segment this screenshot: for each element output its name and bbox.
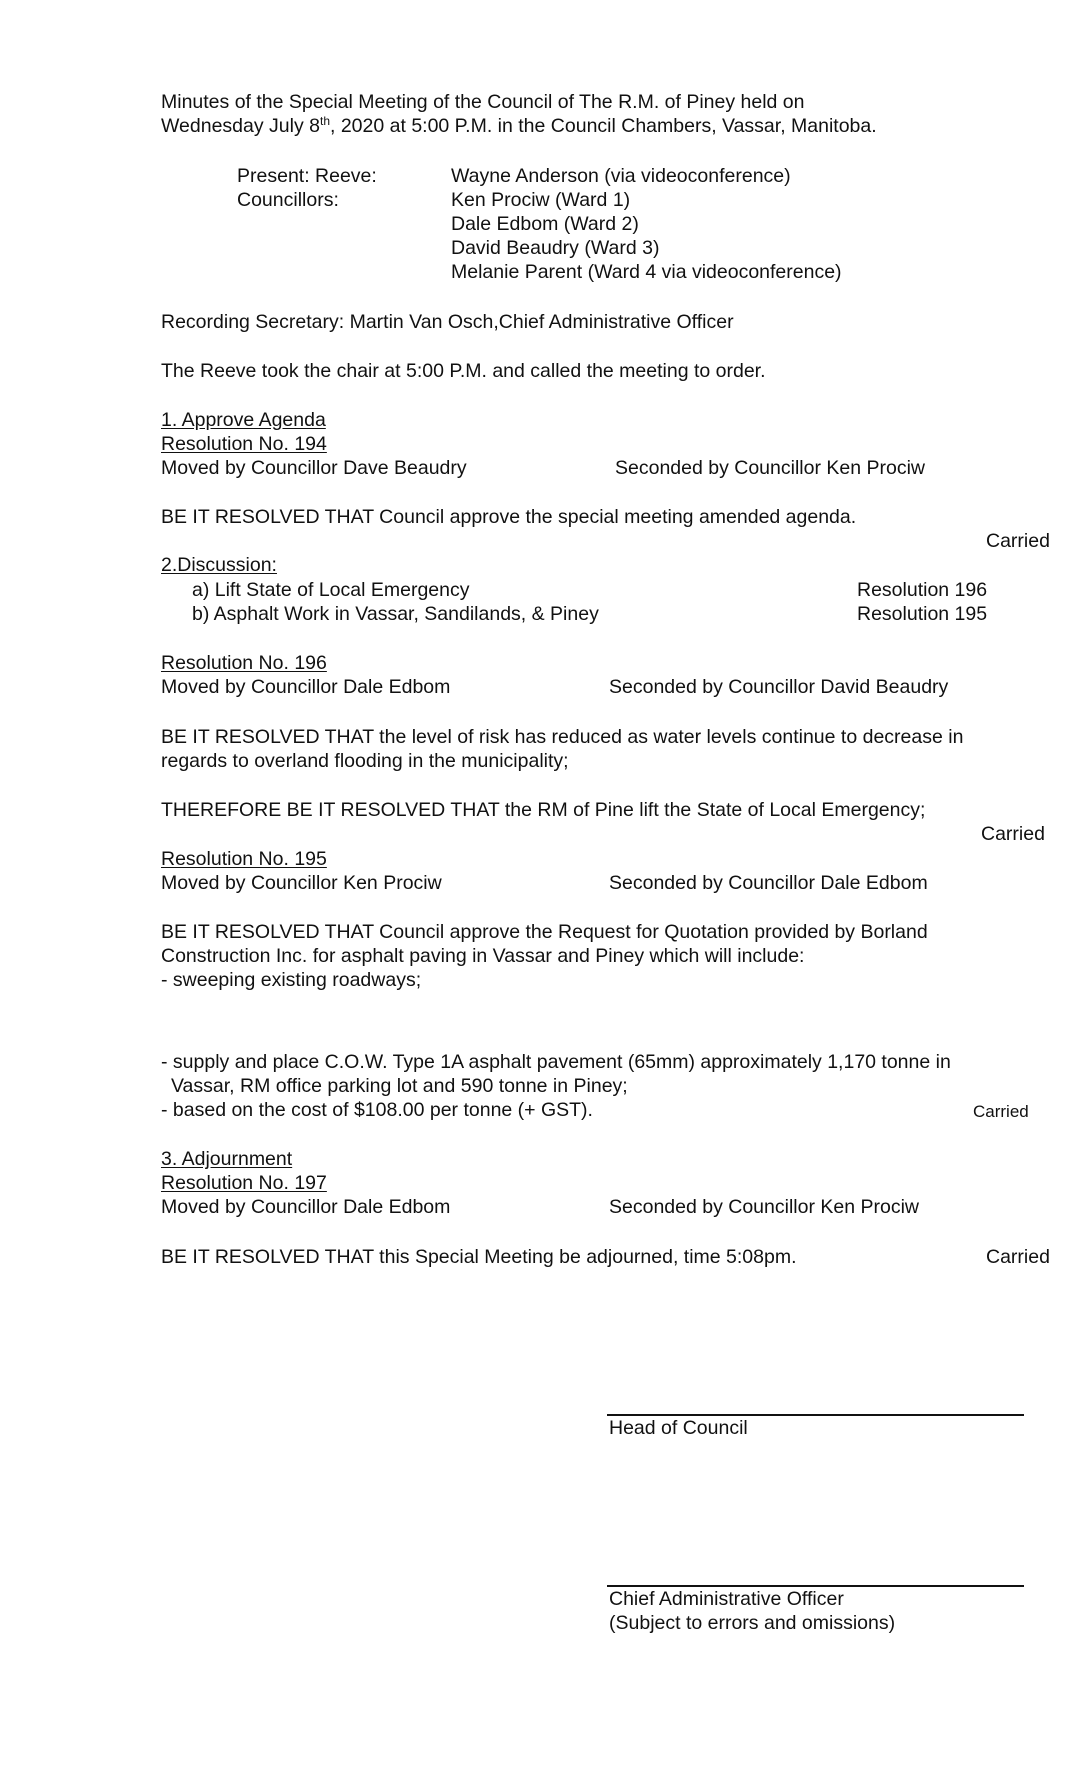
resolution-196-carried: Carried: [981, 823, 1045, 845]
resolution-194-number: Resolution No. 194: [161, 433, 327, 455]
cao-label: Chief Administrative Officer: [609, 1588, 844, 1610]
resolution-194-carried: Carried: [986, 530, 1050, 552]
discussion-item-b-ref: Resolution 195: [857, 603, 988, 625]
head-of-council-label: Head of Council: [609, 1417, 748, 1439]
cao-note: (Subject to errors and omissions): [609, 1612, 896, 1634]
call-to-order: The Reeve took the chair at 5:00 P.M. and called the meeting to order.: [161, 360, 766, 382]
resolution-195-moved: Moved by Councillor Ken Prociw: [161, 872, 442, 894]
resolution-194-moved: Moved by Councillor Dave Beaudry: [161, 457, 467, 479]
resolution-196-therefore: THEREFORE BE IT RESOLVED THAT the RM of Pine lift the State of Local Emergency;: [161, 799, 926, 821]
minutes-title-line1: Minutes of the Special Meeting of the Council of The R.M. of Piney held on: [161, 91, 805, 113]
resolution-197-number: Resolution No. 197: [161, 1172, 327, 1194]
councillor-ward-3: David Beaudry (Ward 3): [451, 237, 660, 259]
resolution-197-text: BE IT RESOLVED THAT this Special Meeting be adjourned, time 5:08pm.: [161, 1246, 797, 1268]
meeting-date-day: Wednesday July 8: [161, 115, 320, 137]
resolution-197-seconded: Seconded by Councillor Ken Prociw: [609, 1196, 920, 1218]
resolution-195-bullet-supply-line2: Vassar, RM office parking lot and 590 tonne in Piney;: [171, 1075, 628, 1097]
section-discussion-heading: 2.Discussion:: [161, 554, 277, 576]
reeve-name: Wayne Anderson (via videoconference): [451, 165, 791, 187]
resolution-195-number: Resolution No. 195: [161, 848, 327, 870]
discussion-item-a: a) Lift State of Local Emergency: [192, 579, 470, 601]
resolution-195-seconded: Seconded by Councillor Dale Edbom: [609, 872, 928, 894]
resolution-197-moved: Moved by Councillor Dale Edbom: [161, 1196, 451, 1218]
councillors-label: Councillors:: [237, 189, 339, 211]
resolution-194-seconded: Seconded by Councillor Ken Prociw: [615, 457, 926, 479]
councillor-ward-4: Melanie Parent (Ward 4 via videoconference): [451, 261, 842, 283]
resolution-196-moved: Moved by Councillor Dale Edbom: [161, 676, 451, 698]
resolution-195-bullet-cost: - based on the cost of $108.00 per tonne (+ GST).: [161, 1099, 593, 1121]
discussion-item-b: b) Asphalt Work in Vassar, Sandilands, & Piney: [192, 603, 599, 625]
resolution-197-carried: Carried: [986, 1246, 1050, 1268]
minutes-title-line2: [161, 114, 877, 138]
resolution-196-number: Resolution No. 196: [161, 652, 327, 674]
resolution-196-seconded: Seconded by Councillor David Beaudry: [609, 676, 949, 698]
resolution-195-text-line2: Construction Inc. for asphalt paving in Vassar and Piney which will include:: [161, 945, 805, 967]
date-ordinal-suffix: th: [319, 114, 330, 128]
resolution-194-text: BE IT RESOLVED THAT Council approve the special meeting amended agenda.: [161, 506, 857, 528]
section-approve-agenda-heading: 1. Approve Agenda: [161, 409, 326, 431]
recording-secretary: Recording Secretary: Martin Van Osch,Chief Administrative Officer: [161, 311, 734, 333]
meeting-date-rest: , 2020 at 5:00 P.M. in the Council Chambers, Vassar, Manitoba.: [330, 115, 877, 137]
resolution-195-bullet-sweeping: - sweeping existing roadways;: [161, 969, 422, 991]
resolution-195-bullet-supply-line1: - supply and place C.O.W. Type 1A asphalt pavement (65mm) approximately 1,170 tonne in: [161, 1051, 951, 1073]
resolution-196-text-line2: regards to overland flooding in the municipality;: [161, 750, 569, 772]
resolution-195-text-line1: BE IT RESOLVED THAT Council approve the Request for Quotation provided by Borland: [161, 921, 928, 943]
resolution-195-carried: Carried: [973, 1102, 1029, 1121]
councillor-ward-2: Dale Edbom (Ward 2): [451, 213, 639, 235]
resolution-196-text-line1: BE IT RESOLVED THAT the level of risk has reduced as water levels continue to decrease in: [161, 726, 964, 748]
section-adjournment-heading: 3. Adjournment: [161, 1148, 293, 1170]
present-reeve-label: Present: Reeve:: [237, 165, 377, 187]
discussion-item-a-ref: Resolution 196: [857, 579, 988, 601]
councillor-ward-1: Ken Prociw (Ward 1): [451, 189, 631, 211]
